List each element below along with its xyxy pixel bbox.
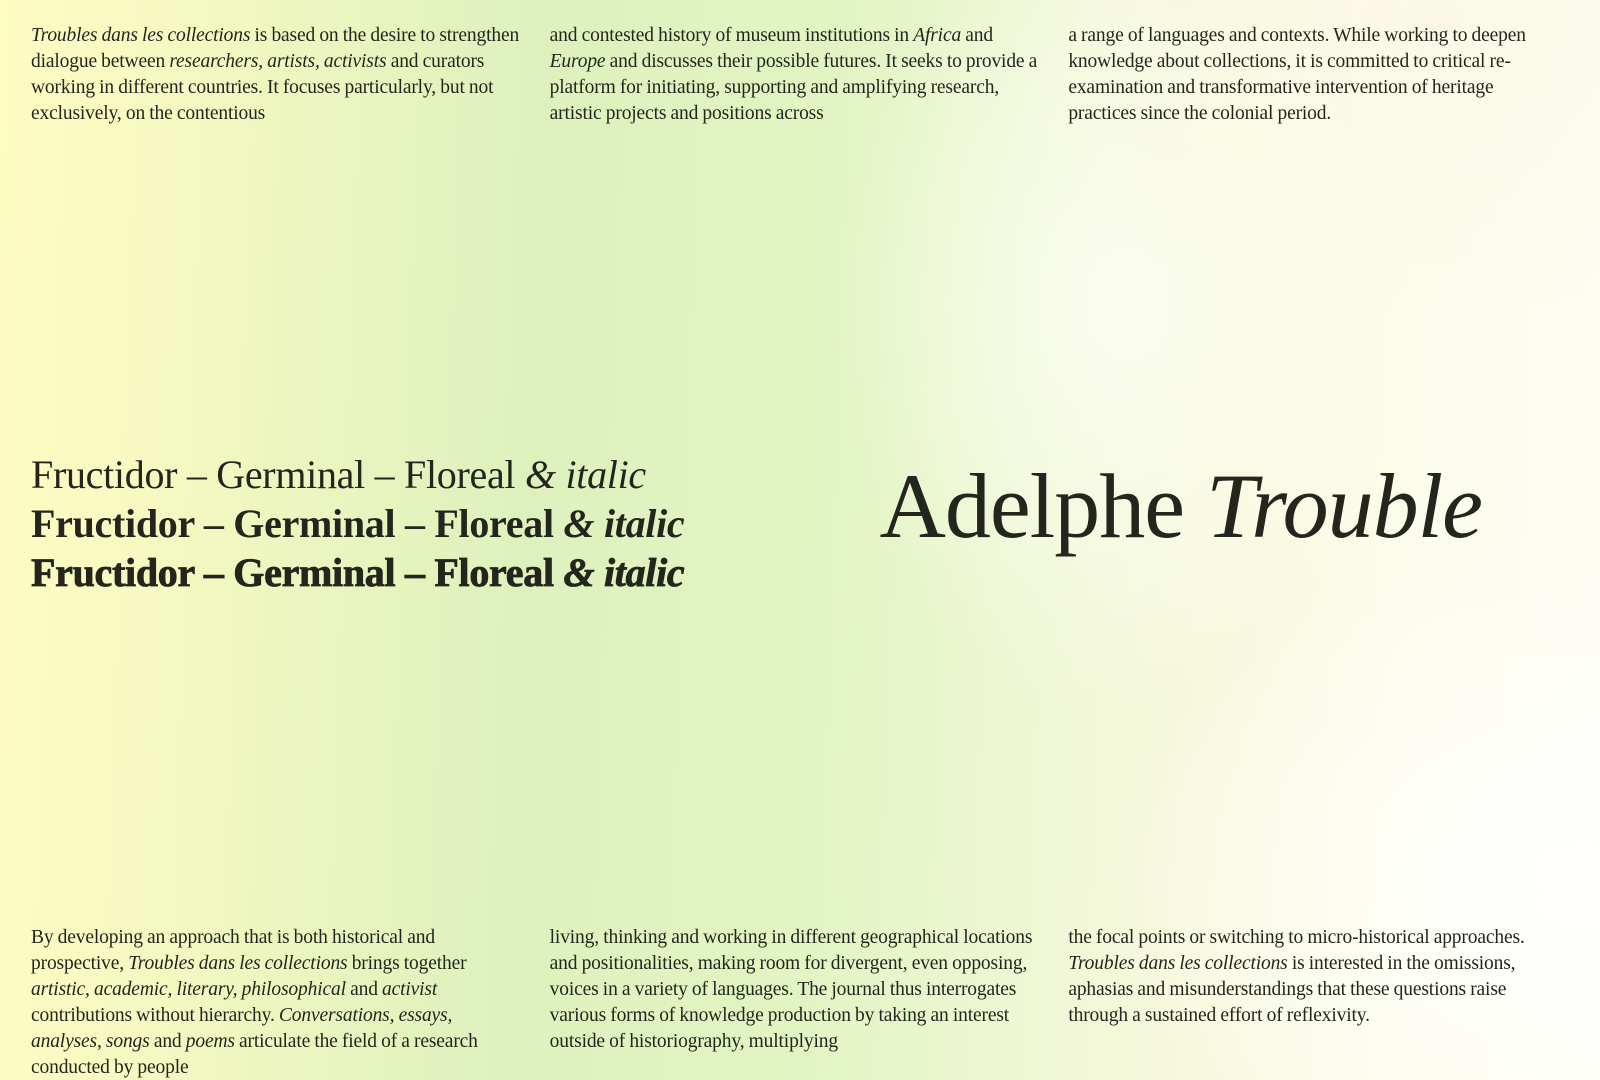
specimen-line-bold: Fructidor – Germinal – Floreal & italic bbox=[31, 550, 685, 595]
outro-paragraph-column-1: By developing an approach that is both historical and prospective, Troubles dans les collections brings together artistic, academic, literary, philosophical and activist contributions without hierarchy. Conversations, essays, analyses, songs and poems articulate the field of a research conducted by people bbox=[31, 927, 478, 1078]
intro-paragraph-column-1: Troubles dans les collections is based on the desire to strengthen dialogue between researchers, artists, activists and curators working in different countries. It focuses particularly, but not exclusively, on the contentious bbox=[31, 25, 520, 124]
typeface-title: Adelphe Trouble bbox=[879, 455, 1482, 557]
intro-text-row bbox=[31, 23, 1560, 127]
specimen-line-regular: Fructidor – Germinal – Floreal & italic bbox=[31, 452, 646, 497]
intro-paragraph-column-2: and contested history of museum institutions in Africa and Europe and discusses their possible futures. It seeks to provide a platform for initiating, supporting and amplifying research, artistic projects and positions across bbox=[549, 25, 1038, 124]
outro-text-row bbox=[31, 925, 1560, 1080]
specimen-line-semibold: Fructidor – Germinal – Floreal & italic bbox=[31, 501, 685, 546]
outro-paragraph-column-3: the focal points or switching to micro-historical approaches. Troubles dans les collections is interested in the omissions, aphasias and misunderstandings that these questions raise through a sustained effort of reflexivity. bbox=[1068, 927, 1525, 1026]
intro-paragraph-column-3: a range of languages and contexts. While working to deepen knowledge about collections, it is committed to critical re-examination and transformative intervention of heritage practices since the colonial period. bbox=[1068, 25, 1526, 124]
outro-paragraph-column-2: living, thinking and working in different geographical locations and positionalities, making room for divergent, even opposing, voices in a variety of languages. The journal thus interrogates various forms of knowledge production by taking an interest outside of historiography, multiplying bbox=[549, 927, 1033, 1052]
font-weight-specimen bbox=[31, 450, 684, 597]
